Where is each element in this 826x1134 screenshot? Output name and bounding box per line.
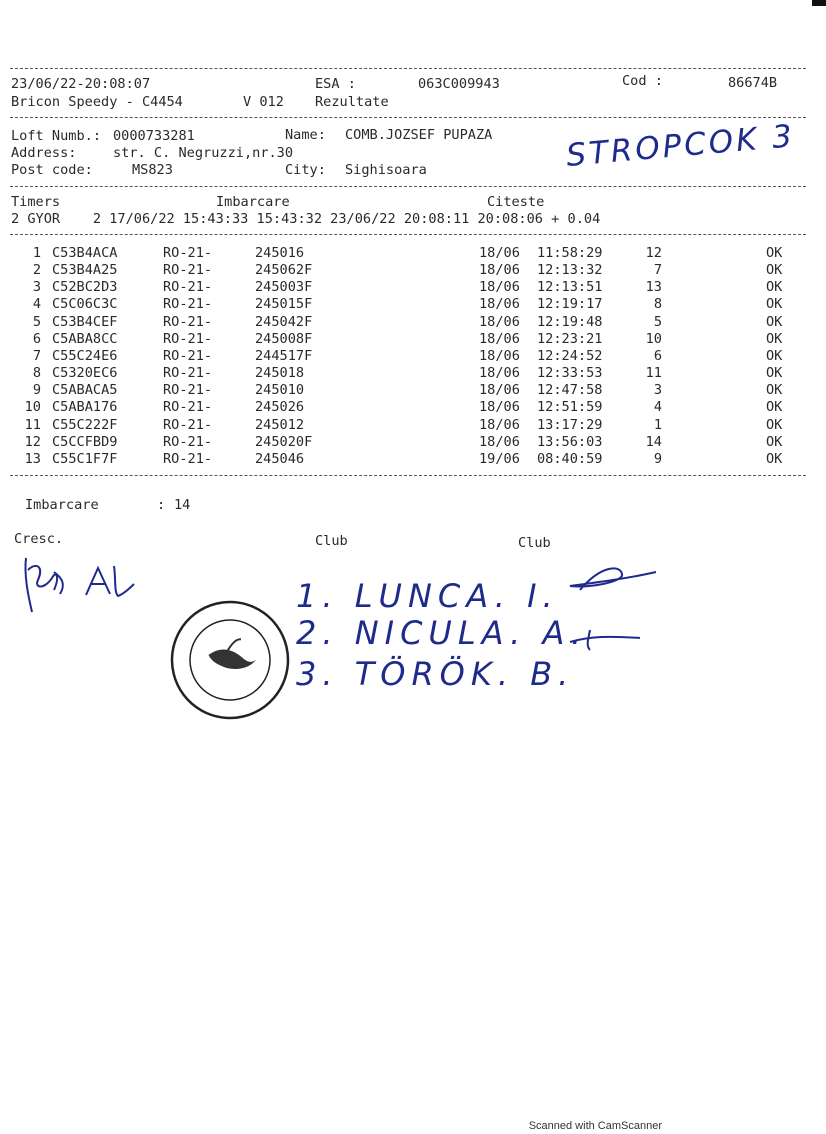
cell-prefix: RO-21- <box>163 279 213 296</box>
cell-status: OK <box>766 330 783 347</box>
cell-n: 1 <box>32 245 41 261</box>
cell-status: OK <box>766 433 783 450</box>
cell-rank: 12 <box>645 245 662 261</box>
cell-status: OK <box>766 262 783 279</box>
table-row <box>0 296 826 313</box>
citeste-header: Citeste <box>487 194 545 210</box>
cell-prefix: RO-21- <box>163 347 213 364</box>
cell-chip: C52BC2D3 <box>52 279 118 296</box>
cell-ring: 245026 <box>255 399 305 416</box>
cell-ring: 244517F <box>255 347 313 364</box>
address-value: str. C. Negruzzi,nr.30 <box>113 145 294 161</box>
cell-prefix: RO-21- <box>163 330 213 347</box>
section-title: Rezultate <box>315 94 389 110</box>
cell-date: 18/06 <box>479 382 520 399</box>
cell-prefix: RO-21- <box>163 262 213 279</box>
cell-prefix: RO-21- <box>163 296 213 313</box>
loft-label: Loft Numb.: <box>11 128 102 144</box>
cell-n: 5 <box>32 313 41 330</box>
cell-n: 13 <box>24 450 41 467</box>
cell-date: 18/06 <box>479 330 520 347</box>
cell-chip: C5CCFBD9 <box>52 433 118 450</box>
separator <box>10 117 806 118</box>
cell-chip: C5ABACA5 <box>52 382 118 399</box>
cell-prefix: RO-21- <box>163 433 213 450</box>
table-row <box>0 382 826 399</box>
cell-rank: 10 <box>645 330 662 347</box>
cell-ring: 245012 <box>255 416 305 433</box>
cell-ring: 245003F <box>255 279 313 296</box>
cell-chip: C53B4ACA <box>52 245 118 261</box>
cell-time: 11:58:29 <box>537 245 603 261</box>
cell-n: 12 <box>24 433 41 450</box>
software-version: V 012 <box>243 94 284 110</box>
table-row <box>0 451 826 468</box>
cell-chip: C5ABA8CC <box>52 330 118 347</box>
cell-rank: 8 <box>653 296 662 313</box>
postcode-label: Post code: <box>11 162 93 178</box>
table-row <box>0 331 826 348</box>
address-label: Address: <box>11 145 77 161</box>
imbarcare-header: Imbarcare <box>216 194 290 210</box>
cell-prefix: RO-21- <box>163 245 213 261</box>
cell-n: 9 <box>32 382 41 399</box>
cell-ring: 245020F <box>255 433 313 450</box>
cell-prefix: RO-21- <box>163 450 213 467</box>
cell-ring: 245018 <box>255 365 305 382</box>
separator <box>10 234 806 235</box>
cell-time: 12:19:48 <box>537 313 603 330</box>
cell-n: 4 <box>32 296 41 313</box>
cell-time: 12:13:32 <box>537 262 603 279</box>
cell-chip: C55C222F <box>52 416 118 433</box>
club-label-2: Club <box>518 535 551 551</box>
table-row <box>0 417 826 434</box>
cell-n: 10 <box>24 399 41 416</box>
cell-rank: 14 <box>645 433 662 450</box>
cell-status: OK <box>766 382 783 399</box>
cell-rank: 6 <box>653 347 662 364</box>
cell-date: 18/06 <box>479 416 520 433</box>
cell-chip: C55C1F7F <box>52 450 118 467</box>
cell-rank: 11 <box>645 365 662 382</box>
cell-ring: 245015F <box>255 296 313 313</box>
cell-prefix: RO-21- <box>163 416 213 433</box>
loft-number: 0000733281 <box>113 128 195 144</box>
cell-time: 12:23:21 <box>537 330 603 347</box>
table-row <box>0 262 826 279</box>
cell-time: 12:47:58 <box>537 382 603 399</box>
cell-time: 08:40:59 <box>537 450 603 467</box>
cell-n: 3 <box>32 279 41 296</box>
esa-value: 063C009943 <box>418 76 500 92</box>
breeder-label: Cresc. <box>14 531 64 547</box>
cell-rank: 7 <box>653 262 662 279</box>
separator <box>10 68 806 69</box>
cod-label: Cod : <box>622 73 663 89</box>
witness-2: 2. NICULA. A. <box>296 614 588 652</box>
cell-time: 12:51:59 <box>537 399 603 416</box>
cell-chip: C5320EC6 <box>52 365 118 382</box>
esa-label: ESA : <box>315 76 356 92</box>
cell-status: OK <box>766 416 783 433</box>
cell-status: OK <box>766 347 783 364</box>
table-row <box>0 314 826 331</box>
imbarcare-summary-sep: : <box>157 497 166 513</box>
cell-rank: 13 <box>645 279 662 296</box>
table-row <box>0 365 826 382</box>
timer-row: 2 GYOR 2 17/06/22 15:43:33 15:43:32 23/06/22 20:08:11 20:08:06 + 0.04 <box>11 211 601 227</box>
separator <box>10 475 806 476</box>
cell-date: 19/06 <box>479 450 520 467</box>
witness-3: 3. TÖRÖK. B. <box>296 655 575 693</box>
cell-rank: 5 <box>653 313 662 330</box>
cell-rank: 4 <box>653 399 662 416</box>
cell-chip: C53B4A25 <box>52 262 118 279</box>
cell-status: OK <box>766 365 783 382</box>
cell-status: OK <box>766 279 783 296</box>
scanner-footer: Scanned with CamScanner <box>528 1120 662 1132</box>
table-row <box>0 348 826 365</box>
cell-ring: 245010 <box>255 382 305 399</box>
handwritten-note: STROPCOK 3 <box>564 118 797 174</box>
city-value: Sighisoara <box>345 162 427 178</box>
cell-status: OK <box>766 245 783 261</box>
cell-ring: 245016 <box>255 245 305 261</box>
cell-status: OK <box>766 450 783 467</box>
cell-time: 13:17:29 <box>537 416 603 433</box>
witness-2-signature <box>560 622 650 652</box>
cell-date: 18/06 <box>479 399 520 416</box>
name-label: Name: <box>285 127 326 143</box>
cell-prefix: RO-21- <box>163 365 213 382</box>
report-datetime: 23/06/22-20:08:07 <box>11 76 151 92</box>
cell-ring: 245042F <box>255 313 313 330</box>
cell-n: 8 <box>32 365 41 382</box>
city-label: City: <box>285 162 326 178</box>
cell-date: 18/06 <box>479 245 520 261</box>
breeder-signature <box>14 550 144 620</box>
table-row <box>0 399 826 416</box>
postcode-value: MS823 <box>132 162 173 178</box>
table-row <box>0 434 826 451</box>
cod-value: 86674B <box>728 75 778 91</box>
cell-date: 18/06 <box>479 296 520 313</box>
cell-chip: C53B4CEF <box>52 313 118 330</box>
cell-status: OK <box>766 313 783 330</box>
cell-date: 18/06 <box>479 279 520 296</box>
cell-time: 12:33:53 <box>537 365 603 382</box>
cell-n: 2 <box>32 262 41 279</box>
cell-rank: 1 <box>653 416 662 433</box>
cell-date: 18/06 <box>479 365 520 382</box>
cell-date: 18/06 <box>479 262 520 279</box>
cell-time: 12:19:17 <box>537 296 603 313</box>
witness-1-signature <box>560 560 670 600</box>
club-label-1: Club <box>315 533 348 549</box>
cell-time: 13:56:03 <box>537 433 603 450</box>
separator <box>10 186 806 187</box>
association-stamp <box>168 598 292 722</box>
cell-date: 18/06 <box>479 433 520 450</box>
cell-ring: 245008F <box>255 330 313 347</box>
cell-rank: 9 <box>653 450 662 467</box>
cell-prefix: RO-21- <box>163 382 213 399</box>
cell-chip: C5C06C3C <box>52 296 118 313</box>
cell-time: 12:24:52 <box>537 347 603 364</box>
witness-1: 1. LUNCA. I. <box>296 577 559 615</box>
cell-date: 18/06 <box>479 313 520 330</box>
cell-status: OK <box>766 399 783 416</box>
scan-edge-mark <box>812 0 826 6</box>
software-name: Bricon Speedy - C4454 <box>11 94 183 110</box>
cell-chip: C5ABA176 <box>52 399 118 416</box>
cell-prefix: RO-21- <box>163 399 213 416</box>
fancier-name: COMB.JOZSEF PUPAZA <box>345 127 493 143</box>
table-row <box>0 279 826 296</box>
cell-n: 11 <box>24 416 41 433</box>
cell-chip: C55C24E6 <box>52 347 118 364</box>
cell-ring: 245046 <box>255 450 305 467</box>
cell-n: 7 <box>32 347 41 364</box>
imbarcare-summary-label: Imbarcare <box>25 497 99 513</box>
table-row <box>0 245 826 262</box>
cell-prefix: RO-21- <box>163 313 213 330</box>
cell-ring: 245062F <box>255 262 313 279</box>
cell-status: OK <box>766 296 783 313</box>
cell-rank: 3 <box>653 382 662 399</box>
imbarcare-summary-count: 14 <box>174 497 191 513</box>
cell-time: 12:13:51 <box>537 279 603 296</box>
cell-date: 18/06 <box>479 347 520 364</box>
timers-header: Timers <box>11 194 61 210</box>
cell-n: 6 <box>32 330 41 347</box>
